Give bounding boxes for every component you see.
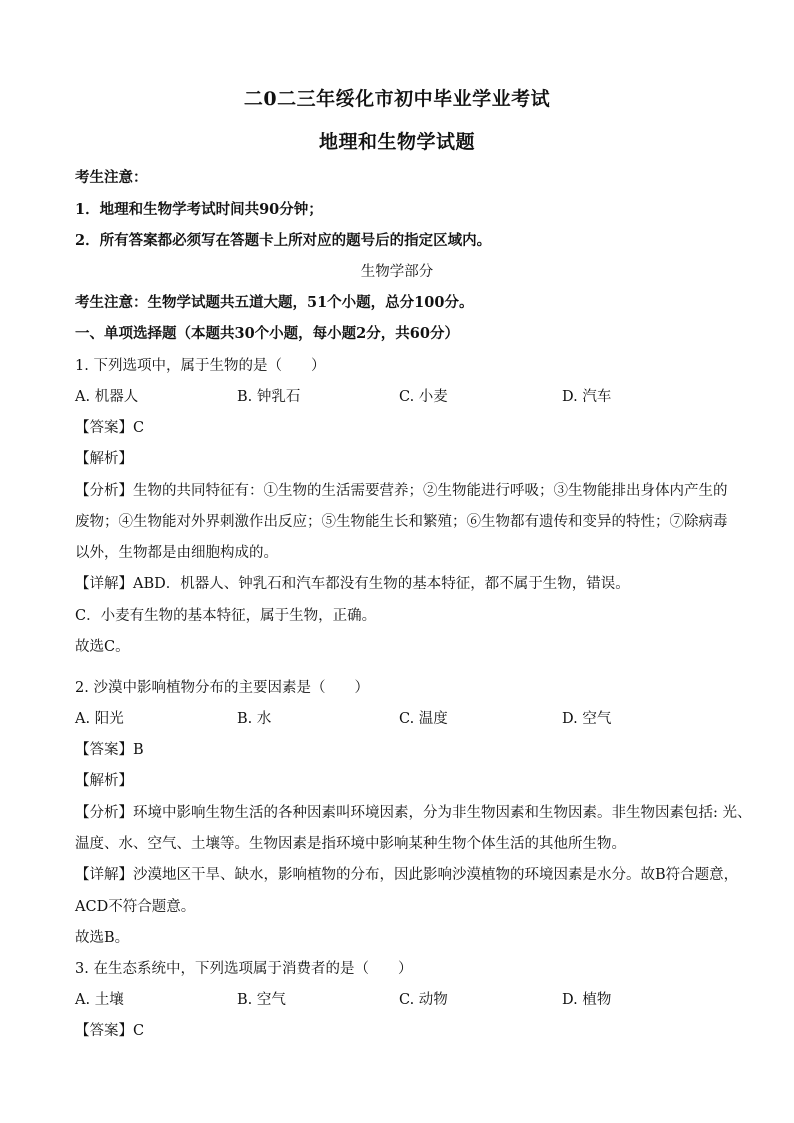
analysis-line: 【分析】生物的共同特征有：①生物的生活需要营养；②生物能进行呼吸；③生物能排出身体内产生的 <box>75 483 728 499</box>
exam-subtitle: 地理和生物学试题 <box>318 131 475 153</box>
section-notice: 考生注意：生物学试题共五道大题，51个小题，总分100分。 <box>75 294 474 311</box>
question-stem: 1. 下列选项中，属于生物的是（ ） <box>75 358 326 374</box>
detail-line: 【详解】ABD．机器人、钟乳石和汽车都没有生物的基本特征，都不属于生物，错误。 <box>75 576 630 592</box>
answer-label: 【答案】C <box>75 420 145 436</box>
question-stem: 2. 沙漠中影响植物分布的主要因素是（ ） <box>75 680 369 696</box>
part-title: 一、单项选择题（本题共30个小题，每小题2分，共60分） <box>75 325 459 342</box>
detail-line: C．小麦有生物的基本特征，属于生物，正确。 <box>75 608 377 624</box>
option-c: C. 小麦 <box>399 389 448 405</box>
exam-title: 二0二三年绥化市初中毕业学业考试 <box>243 88 551 110</box>
notice-item: 2．所有答案都必须写在答题卡上所对应的题号后的指定区域内。 <box>75 232 492 249</box>
option-b: B. 水 <box>237 711 272 727</box>
option-a: A. 土壤 <box>75 992 124 1008</box>
analysis-line: 废物；④生物能对外界刺激作出反应；⑤生物能生长和繁殖；⑥生物都有遗传和变异的特性；⑦除病毒 <box>75 514 728 530</box>
option-b: B. 钟乳石 <box>237 389 301 405</box>
answer-label: 【答案】C <box>75 1023 145 1039</box>
option-c: C. 动物 <box>399 992 448 1008</box>
option-d: D. 植物 <box>562 992 612 1008</box>
option-d: D. 汽车 <box>562 389 612 405</box>
option-a: A. 机器人 <box>75 389 139 405</box>
conclusion-line: 故选B。 <box>75 930 130 946</box>
detail-line: ACD不符合题意。 <box>75 899 196 915</box>
analysis-line: 【分析】环境中影响生物生活的各种因素叫环境因素，分为非生物因素和生物因素。非生物因素包括: 光、 <box>75 805 752 821</box>
notice-item: 1．地理和生物学考试时间共90分钟； <box>75 201 323 218</box>
option-d: D. 空气 <box>562 711 612 727</box>
question-stem: 3. 在生态系统中，下列选项属于消费者的是（ ） <box>75 961 413 977</box>
option-b: B. 空气 <box>237 992 286 1008</box>
section-name: 生物学部分 <box>360 264 434 280</box>
conclusion-line: 故选C。 <box>75 639 130 655</box>
option-c: C. 温度 <box>399 711 448 727</box>
notice-heading: 考生注意： <box>75 169 148 186</box>
option-a: A. 阳光 <box>75 711 124 727</box>
analysis-label: 【解析】 <box>75 451 133 467</box>
detail-line: 【详解】沙漠地区干旱、缺水，影响植物的分布，因此影响沙漠植物的环境因素是水分。故B符合题意， <box>75 867 739 883</box>
analysis-line: 温度、水、空气、土壤等。生物因素是指环境中影响某种生物个体生活的其他所生物。 <box>75 836 626 852</box>
analysis-line: 以外，生物都是由细胞构成的。 <box>75 545 278 561</box>
answer-label: 【答案】B <box>75 742 144 758</box>
analysis-label: 【解析】 <box>75 773 133 789</box>
